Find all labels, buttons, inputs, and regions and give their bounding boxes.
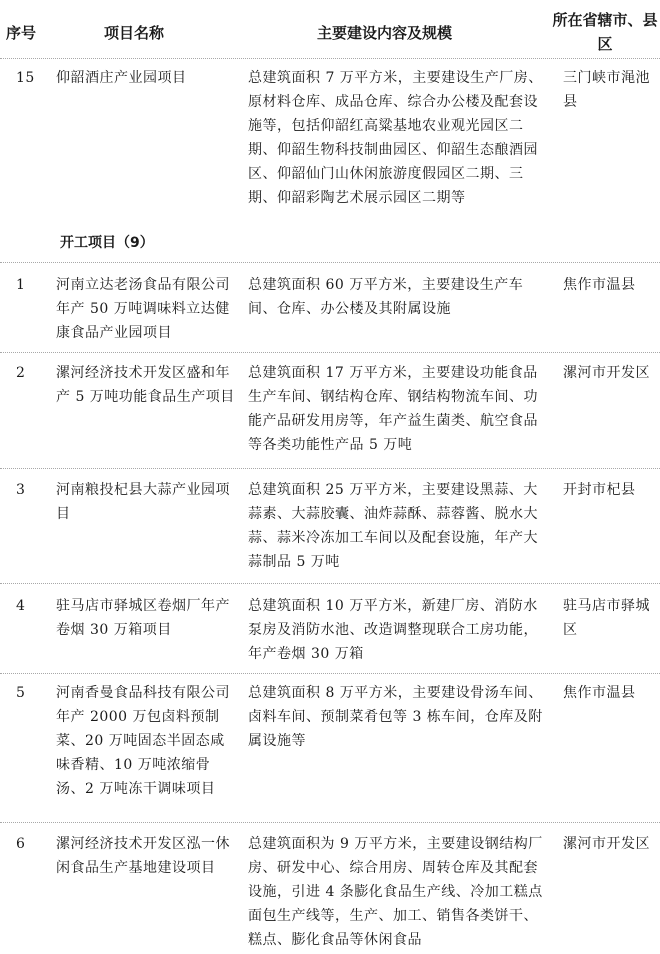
row-divider (0, 583, 660, 584)
row-content: 总建筑面积 10 万平方米，新建厂房、消防水泵房及消防水池、改造调整现联合工房功能，年产卷烟 30 万箱 (248, 598, 538, 662)
header-name: 项目名称 (104, 24, 165, 42)
row-name: 河南香曼食品科技有限公司年产 2000 万包卤料预制菜、20 万吨固态半固态咸味香精、10 万吨浓缩骨汤、2 万吨冻干调味项目 (56, 685, 230, 797)
row-content: 总建筑面积 17 万平方米，主要建设功能食品生产车间、钢结构仓库、钢结构物流车间、功能产品研发用房等，年产益生菌类、航空食品等各类功能性产品 5 万吨 (248, 365, 538, 453)
row-location: 驻马店市驿城区 (563, 598, 650, 638)
row-location: 漯河市开发区 (563, 365, 650, 381)
row-divider (0, 822, 660, 823)
row-name: 仰韶酒庄产业园项目 (56, 70, 187, 86)
row-content: 总建筑面积 8 万平方米，主要建设骨汤车间、卤料车间、预制菜肴包等 3 栋车间，仓库及附属设施等 (248, 685, 543, 749)
row-location: 焦作市温县 (563, 277, 636, 293)
row-name: 河南立达老汤食品有限公司年产 50 万吨调味料立达健康食品产业园项目 (56, 277, 230, 341)
header-content: 主要建设内容及规模 (317, 24, 453, 42)
row-location: 焦作市温县 (563, 685, 636, 701)
row-divider (0, 673, 660, 674)
row-name: 漯河经济技术开发区泓一休闲食品生产基地建设项目 (56, 836, 230, 876)
row-location: 三门峡市渑池县 (563, 70, 650, 110)
row-content: 总建筑面积 7 万平方米，主要建设生产厂房、原材料仓库、成品仓库、综合办公楼及配套设施等，包括仰韶红高粱基地农业观光园区二期、仰韶生物科技制曲园区、仰韶生态酿酒园区、仰韶仙门山休闲旅游度假园区二期、三期、仰韶彩陶艺术展示园区二期等 (248, 70, 543, 206)
header-no: 序号 (6, 24, 37, 42)
row-no: 1 (16, 277, 26, 293)
header-divider (0, 58, 660, 59)
row-name: 河南粮投杞县大蒜产业园项目 (56, 482, 230, 522)
row-divider (0, 468, 660, 469)
row-name: 驻马店市驿城区卷烟厂年产卷烟 30 万箱项目 (56, 598, 230, 638)
header-location: 所在省辖市、县区 (552, 11, 658, 53)
row-divider (0, 352, 660, 353)
row-location: 开封市杞县 (563, 482, 636, 498)
row-content: 总建筑面积 60 万平方米，主要建设生产车间、仓库、办公楼及其附属设施 (248, 277, 524, 317)
row-no: 4 (16, 598, 26, 614)
row-location: 漯河市开发区 (563, 836, 650, 852)
row-divider (0, 262, 660, 263)
table-header (0, 0, 660, 58)
row-content: 总建筑面积 25 万平方米，主要建设黑蒜、大蒜素、大蒜胶囊、油炸蒜酥、蒜蓉酱、脱水大蒜、蒜米冷冻加工车间以及配套设施，年产大蒜制品 5 万吨 (248, 482, 538, 570)
row-content: 总建筑面积为 9 万平方米，主要建设钢结构厂房、研发中心、综合用房、周转仓库及其配套设施，引进 4 条膨化食品生产线、冷加工糕点面包生产线等，生产、加工、销售各类饼干、糕点、膨化食品等休闲食品 (248, 836, 543, 948)
row-no: 6 (16, 836, 26, 852)
row-no: 5 (16, 685, 26, 701)
row-no: 15 (16, 70, 35, 86)
row-name: 漯河经济技术开发区盛和年产 5 万吨功能食品生产项目 (56, 365, 235, 405)
row-no: 3 (16, 482, 26, 498)
section-heading: 开工项目（9） (60, 235, 154, 251)
row-no: 2 (16, 365, 26, 381)
